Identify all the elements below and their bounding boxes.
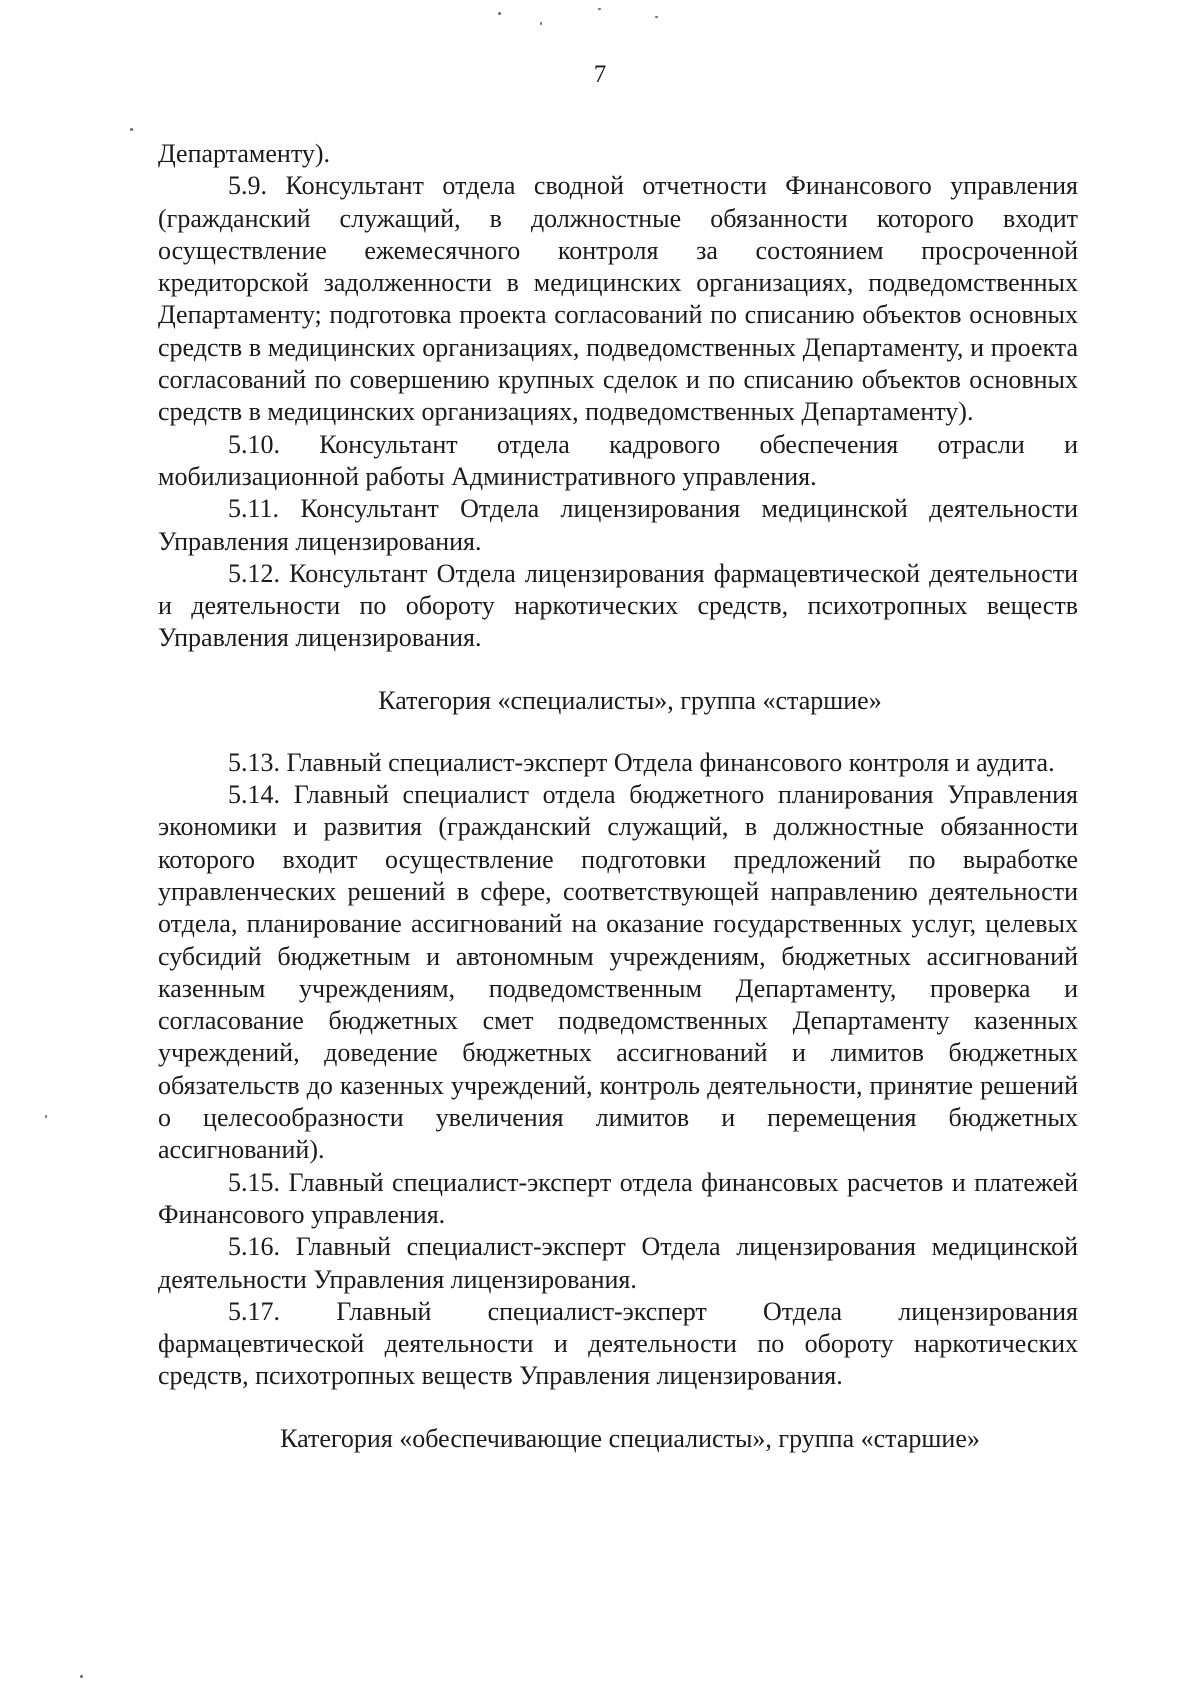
scan-speck <box>80 1675 83 1678</box>
scan-speck <box>498 12 501 15</box>
paragraph-continuation: Департаменту). <box>158 139 331 168</box>
scan-speck <box>45 1115 47 1118</box>
paragraph-5-17: 5.17. Главный специалист-эксперт Отдела лицензирования фармацевтической деятельности и деятельности по обороту наркотических средств, психотропных веществ Управления лицензирования. <box>158 1296 1078 1391</box>
section-heading-specialists-senior: Категория «специалисты», группа «старшие» <box>378 685 882 715</box>
document-body <box>158 138 1078 1455</box>
paragraph-5-15: 5.15. Главный специалист-эксперт отдела финансовых расчетов и платежей Финансового управления. <box>158 1167 1078 1229</box>
paragraph-5-13: 5.13. Главный специалист-эксперт Отдела финансового контроля и аудита. <box>228 747 1055 777</box>
paragraph-5-10: 5.10. Консультант отдела кадрового обеспечения отрасли и мобилизационной работы Административного управления. <box>158 429 1078 491</box>
scan-speck <box>655 16 658 18</box>
scan-speck <box>130 128 133 131</box>
paragraph-5-11: 5.11. Консультант Отдела лицензирования медицинской деятельности Управления лицензирования. <box>158 494 1078 556</box>
paragraph-5-14: 5.14. Главный специалист отдела бюджетного планирования Управления экономики и развития (гражданский служащий, в должностные обязанности которого входит осуществление подготовки предложений по выработке управленческих решений в сфере, соответствующей направлению деятельности отдела, планирование ассигнований на оказание государственных услуг, целевых субсидий бюджетным и автономным учреждениям, бюджетных ассигнований казенным учреждениям, подведомственным Департаменту, проверка и согласование бюджетных смет подведомственных Департаменту казенных учреждений, доведение бюджетных ассигнований и лимитов бюджетных обязательств до казенных учреждений, контроль деятельности, принятие решений о целесообразности увеличения лимитов и перемещения бюджетных ассигнований). <box>158 780 1078 1165</box>
paragraph-5-9: 5.9. Консультант отдела сводной отчетности Финансового управления (гражданский служащий, в должностные обязанности которого входит осуществление ежемесячного контроля за состоянием просроченной кредиторской задолженности в медицинских организациях, подведомственных Департаменту; подготовка проекта согласований по списанию объектов основных средств в медицинских организациях, подведомственных Департаменту, и проекта согласований по совершению крупных сделок и по списанию объектов основных средств в медицинских организациях, подведомственных Департаменту). <box>158 171 1078 427</box>
page-number: 7 <box>593 61 607 88</box>
paragraph-5-16: 5.16. Главный специалист-эксперт Отдела лицензирования медицинской деятельности Управления лицензирования. <box>158 1232 1078 1294</box>
paragraph-5-12: 5.12. Консультант Отдела лицензирования фармацевтической деятельности и деятельности по обороту наркотических средств, психотропных веществ Управления лицензирования. <box>158 558 1078 653</box>
section-heading-support-specialists-senior: Категория «обеспечивающие специалисты», группа «старшие» <box>280 1423 980 1453</box>
scan-speck <box>598 8 601 10</box>
scan-speck <box>540 22 542 25</box>
